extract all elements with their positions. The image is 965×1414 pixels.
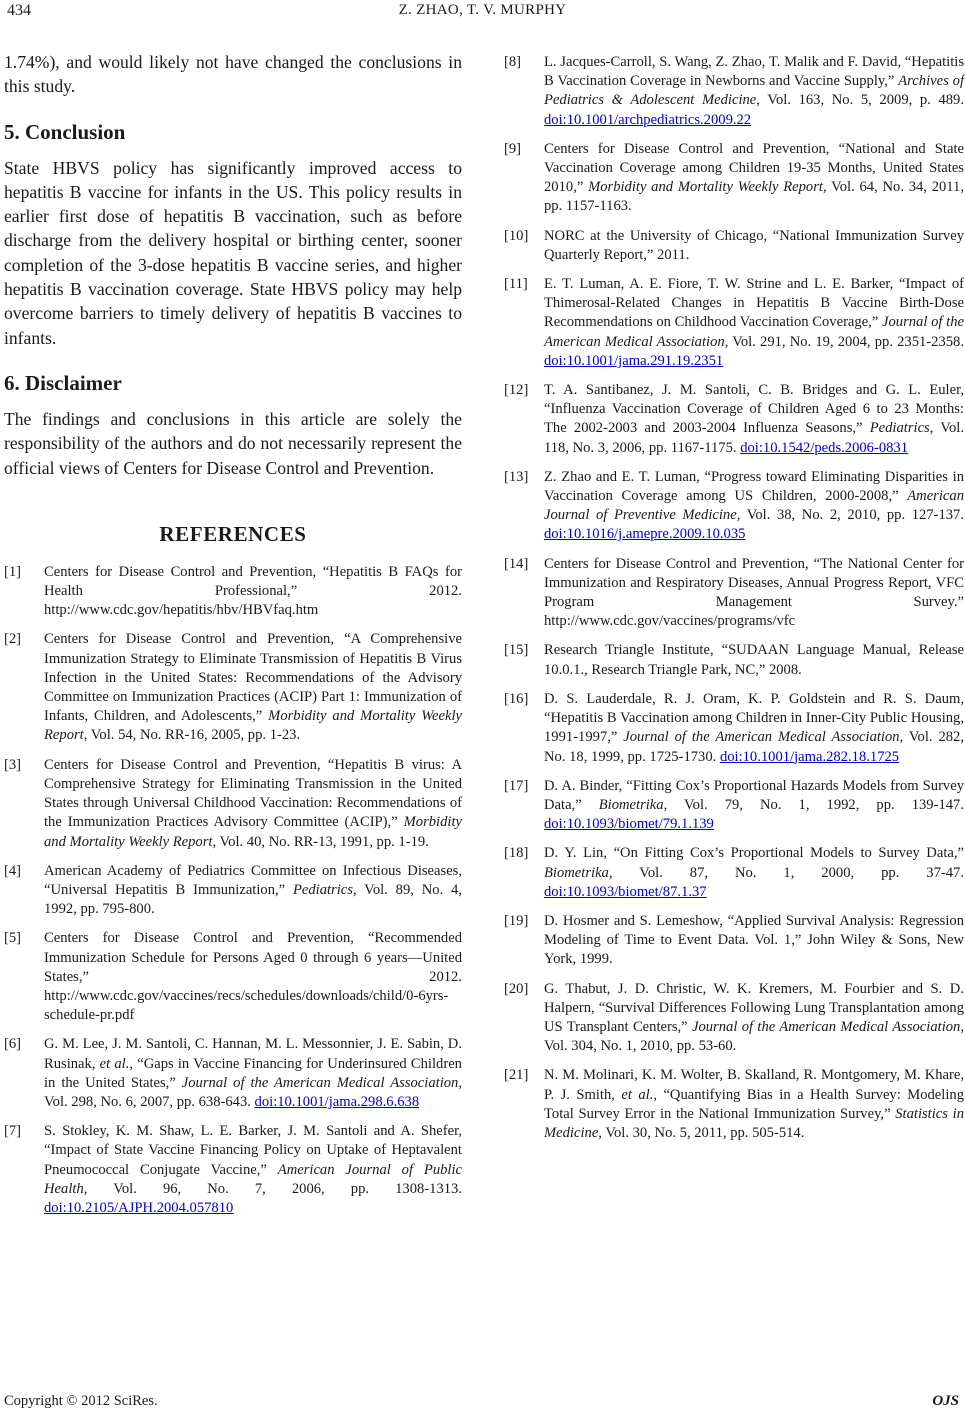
reference-number: [18] — [504, 845, 529, 862]
doi-link[interactable]: doi:10.2105/AJPH.2004.057810 — [44, 1199, 234, 1216]
reference-source-title: Pediatrics — [869, 420, 930, 437]
reference-text — [544, 980, 964, 1057]
reference-text-segment: D. A. Binder, “Fitting Cox’s Proportional Hazards Models from Survey Data,” — [544, 777, 964, 813]
reference-text — [544, 777, 964, 835]
reference-text-segment: S. Stokley, K. M. Shaw, L. E. Barker, J. M. Santoli and A. Shefer, “Impact of State Vaccine Financing Policy on Uptake of Heptavalent Pneumococcal Conjugate Vaccine,” — [44, 1123, 462, 1178]
reference-number: [8] — [504, 54, 522, 70]
right-column — [504, 53, 964, 1153]
reference-text — [544, 641, 964, 679]
reference-item — [504, 912, 964, 970]
reference-source-title: American Journal of Public Health — [44, 1161, 463, 1197]
reference-item — [504, 777, 964, 835]
reference-text-segment: Centers for Disease Control and Prevention, “National and State Vaccination Coverage among Children 19-35 Months, United States 2010,” — [544, 140, 964, 196]
reference-text-segment: Centers for Disease Control and Prevention, “A Comprehensive Immunization Strategy to Eliminate Transmission of Hepatitis B Virus Infection in the United States: Recommendations of the Advisory Committee on Immunization Practices (ACIP) Part 1: Immunization of Infants, Children, and Adolescents,” — [44, 631, 462, 725]
reference-number: [19] — [504, 912, 529, 929]
reference-text-segment: L. Jacques-Carroll, S. Wang, Z. Zhao, T. Malik and F. David, “Hepatitis B Vaccination Coverage in Newborns and Vaccine Supply,” — [544, 54, 964, 90]
reference-text-segment: N. M. Molinari, K. M. Wolter, B. Skalland, R. Montgomery, M. Khare, P. J. Smith, — [544, 1067, 964, 1103]
reference-item — [504, 844, 964, 902]
reference-number: [17] — [504, 777, 529, 794]
doi-link[interactable]: doi:10.1001/jama.298.6.638 — [254, 1093, 420, 1110]
reference-text-segment: NORC at the University of Chicago, “National Immunization Survey Quarterly Report,” 2011. — [544, 227, 964, 263]
reference-text-segment: D. Hosmer and S. Lemeshow, “Applied Survival Analysis: Regression Modeling of Time to Event Data. Vol. 1,” John Wiley & Sons, New York, 1999. — [544, 912, 964, 968]
reference-source-title: Journal of the American Medical Association — [181, 1074, 459, 1091]
reference-text-segment: , Vol. 163, No. 5, 2009, p. 489. — [756, 92, 964, 109]
reference-text-segment: , Vol. 54, No. RR-16, 2005, pp. 1-23. — [83, 727, 301, 744]
reference-text-segment: G. M. Lee, J. M. Santoli, C. Hannan, M. L. Messonnier, J. E. Sabin, D. Rusinak, — [44, 1036, 462, 1072]
reference-text — [44, 929, 462, 1025]
reference-text-segment: Centers for Disease Control and Prevention, “The National Center for Immunization and Respiratory Diseases, Annual Progress Report, VFC Program Management Survey.” http://www.cdc.gov/vaccines/programs/vfc — [544, 555, 964, 630]
reference-text — [44, 630, 462, 745]
reference-text-segment: , “Quantifying Bias in a Health Survey: Modeling Total Survey Error in the National Immunization Survey,” — [544, 1086, 964, 1122]
reference-text-segment: , Vol. 40, No. RR-13, 1991, pp. 1-19. — [212, 833, 429, 850]
doi-link[interactable]: doi:10.1093/biomet/87.1.37 — [544, 883, 707, 900]
reference-text-segment: Research Triangle Institute, “SUDAAN Language Manual, Release 10.0.1., Research Triangle Park, NC,” 2008. — [544, 642, 964, 678]
doi-link[interactable]: doi:10.1542/peds.2006-0831 — [740, 439, 909, 456]
reference-number: [7] — [4, 1123, 22, 1140]
reference-source-title: et al. — [621, 1086, 654, 1103]
reference-source-title: Morbidity and Mortality Weekly Report — [588, 179, 823, 196]
reference-number: [1] — [4, 563, 22, 580]
reference-text-segment: Z. Zhao and E. T. Luman, “Progress toward Eliminating Disparities in Vaccination Coverage among US Children, 2000-2008,” — [544, 468, 964, 505]
reference-number: [21] — [504, 1067, 529, 1084]
reference-text-segment: , Vol. 282, No. 18, 1999, pp. 1725-1730. — [544, 729, 964, 765]
reference-text — [44, 1122, 462, 1218]
doi-link[interactable]: doi:10.1093/biomet/79.1.139 — [544, 816, 714, 833]
conclusion-paragraph: State HBVS policy has significantly improved access to hepatitis B vaccine for infants in the US. This policy results in earlier first dose of hepatitis B vaccination, such as before discharge from the delivery hospital or birthing center, sooner completion of the 3-dose hepatitis B vaccine series, and higher hepatitis B vaccination coverage. State HBVS policy may help overcome barriers to timely delivery of hepatitis B vaccines to infants. — [4, 157, 462, 348]
page-number: 434 — [7, 2, 31, 19]
reference-source-title: Morbidity and Mortality Weekly Report — [44, 814, 462, 850]
reference-item — [4, 929, 462, 1025]
reference-text — [544, 53, 964, 130]
reference-number: [2] — [4, 631, 22, 648]
reference-source-title: Biometrika — [544, 864, 609, 881]
doi-link[interactable]: doi:10.1001/archpediatrics.2009.22 — [544, 111, 752, 128]
intro-paragraph: 1.74%), and would likely not have changed the conclusions in this study. — [4, 52, 462, 97]
reference-source-title: American Journal of Preventive Medicine — [544, 488, 964, 524]
reference-item — [4, 630, 462, 745]
reference-item — [4, 1035, 462, 1112]
reference-text-segment: , Vol. 298, No. 6, 2007, pp. 638-643. — [44, 1074, 462, 1110]
reference-text-segment: , Vol. 118, No. 3, 2006, pp. 1167-1175. — [544, 420, 964, 456]
doi-link[interactable]: doi:10.1016/j.amepre.2009.10.035 — [544, 526, 746, 543]
reference-item — [504, 53, 964, 130]
reference-text — [544, 381, 964, 458]
reference-number: [20] — [504, 980, 529, 997]
reference-text-segment: , Vol. 87, No. 1, 2000, pp. 37-47. — [608, 864, 964, 881]
reference-text-segment: Centers for Disease Control and Prevention, “Recommended Immunization Schedule for Persons Aged 0 through 6 years—United States,” 2012. http://www.cdc.gov/vaccines/recs/schedules/downloads/child/0-6yrs-schedule-pr.pdf — [44, 930, 462, 1024]
reference-number: [11] — [504, 276, 528, 293]
reference-number: [5] — [4, 930, 22, 947]
reference-item — [504, 555, 964, 632]
reference-source-title: Journal of the American Medical Association — [691, 1018, 961, 1035]
reference-text-segment: D. S. Lauderdale, R. J. Oram, K. P. Goldstein and R. S. Daum, “Hepatitis B Vaccination among Children in Inner-City Public Housing, 1991-1997,” — [544, 690, 964, 746]
reference-text — [44, 1035, 462, 1112]
reference-text-segment: Centers for Disease Control and Prevention, “Hepatitis B virus: A Comprehensive Strategy for Eliminating Transmission in the United States through Universal Childhood Vaccination: Recommendations of the Immunization Practices Advisory Committee (ACIP),” — [44, 756, 462, 831]
reference-source-title: Statistics in Medicine — [544, 1105, 964, 1141]
reference-text-segment: , “Gaps in Vaccine Financing for Underinsured Children in the United States,” — [44, 1055, 462, 1091]
reference-number: [13] — [504, 468, 529, 485]
reference-item — [504, 1066, 964, 1143]
reference-item — [504, 227, 964, 265]
reference-item — [4, 1122, 462, 1218]
reference-item — [4, 862, 462, 920]
reference-text-segment: , Vol. 30, No. 5, 2011, pp. 505-514. — [598, 1124, 805, 1141]
reference-text-segment: E. T. Luman, A. E. Fiore, T. W. Strine and L. E. Barker, “Impact of Thimerosal-Related Changes in Hepatitis B Vaccine Birth-Dose Recommendations on Childhood Vaccination Coverage,” — [544, 276, 964, 331]
reference-text-segment: , Vol. 304, No. 1, 2010, pp. 53-60. — [544, 1018, 964, 1055]
reference-item — [504, 468, 964, 545]
reference-source-title: Archives of Pediatrics & Adolescent Medicine — [544, 73, 965, 109]
reference-text-segment: , Vol. 291, No. 19, 2004, pp. 2351-2358. — [724, 333, 964, 350]
references-heading: REFERENCES — [159, 521, 307, 546]
reference-text — [44, 563, 462, 621]
references-list-left — [4, 563, 462, 1218]
reference-text — [544, 1066, 964, 1143]
reference-item — [504, 980, 964, 1057]
reference-text — [544, 690, 964, 767]
reference-text-segment: D. Y. Lin, “On Fitting Cox’s Proportional Models to Survey Data,” — [544, 845, 964, 862]
footer-journal: OJS — [932, 1393, 959, 1409]
footer-copyright: Copyright © 2012 SciRes. — [4, 1393, 158, 1409]
reference-text-segment: , Vol. 79, No. 1, 1992, pp. 139-147. — [663, 796, 965, 813]
disclaimer-paragraph: The findings and conclusions in this article are solely the responsibility of the authors and do not necessarily represent the official views of Centers for Disease Control and Prevention. — [4, 408, 462, 478]
reference-source-title: Journal of the American Medical Association — [623, 729, 900, 746]
reference-text — [544, 912, 964, 970]
reference-source-title: et al. — [99, 1055, 130, 1072]
reference-number: [16] — [504, 690, 529, 707]
reference-item — [504, 381, 964, 458]
reference-number: [15] — [504, 642, 529, 659]
reference-text-segment: G. Thabut, J. D. Christic, W. K. Kremers, M. Fourbier and S. D. Halpern, “Survival Differences Following Lung Transplantation among US Transplant Centers,” — [544, 980, 964, 1035]
reference-text-segment: , Vol. 96, No. 7, 2006, pp. 1308-1313. — [83, 1180, 462, 1197]
reference-text — [544, 275, 964, 371]
reference-number: [6] — [4, 1036, 22, 1053]
reference-text — [544, 555, 964, 632]
reference-source-title: Pediatrics — [292, 881, 353, 898]
reference-item — [504, 690, 964, 767]
reference-text-segment: , Vol. 38, No. 2, 2010, pp. 127-137. — [736, 507, 964, 524]
reference-source-title: Biometrika — [598, 796, 664, 813]
conclusion-heading: 5. Conclusion — [4, 119, 126, 144]
reference-text — [544, 227, 964, 265]
reference-text-segment: Centers for Disease Control and Prevention, “Hepatitis B FAQs for Health Professional,” 2012. http://www.cdc.gov/hepatitis/hbv/HBVfaq.htm — [44, 563, 462, 619]
reference-number: [10] — [504, 227, 529, 244]
reference-source-title: Morbidity and Mortality Weekly Report — [44, 708, 462, 744]
reference-number: [14] — [504, 555, 529, 572]
reference-item — [4, 756, 462, 852]
reference-text-segment: American Academy of Pediatrics Committee on Infectious Diseases, “Universal Hepatitis B Immunization,” — [44, 862, 462, 898]
reference-source-title: Journal of the American Medical Association — [544, 314, 964, 350]
reference-number: [9] — [504, 140, 522, 157]
reference-text — [544, 140, 964, 217]
reference-number: [12] — [504, 382, 529, 399]
reference-text — [44, 862, 462, 920]
reference-item — [504, 275, 964, 371]
reference-text — [544, 844, 964, 902]
reference-text — [544, 468, 964, 545]
reference-text-segment: , Vol. 89, No. 4, 1992, pp. 795-800. — [44, 881, 462, 918]
reference-text-segment: T. A. Santibanez, J. M. Santoli, C. B. Bridges and G. L. Euler, “Influenza Vaccination Coverage of Children Aged 6 to 23 Months: The 2002-2003 and 2003-2004 Influenza Seasons,” — [544, 382, 964, 437]
disclaimer-heading: 6. Disclaimer — [4, 370, 122, 395]
left-column — [4, 50, 462, 1228]
doi-link[interactable]: doi:10.1001/jama.282.18.1725 — [719, 748, 900, 765]
references-list-right — [504, 53, 964, 1143]
reference-text-segment: , Vol. 64, No. 34, 2011, pp. 1157-1163. — [544, 179, 965, 215]
reference-item — [504, 641, 964, 679]
doi-link[interactable]: doi:10.1001/jama.291.19.2351 — [544, 352, 724, 369]
reference-item — [504, 140, 964, 217]
running-header-authors: Z. ZHAO, T. V. MURPHY — [398, 2, 567, 18]
reference-number: [4] — [4, 862, 22, 879]
reference-item — [4, 563, 462, 621]
reference-text — [44, 756, 462, 852]
reference-number: [3] — [4, 756, 22, 773]
